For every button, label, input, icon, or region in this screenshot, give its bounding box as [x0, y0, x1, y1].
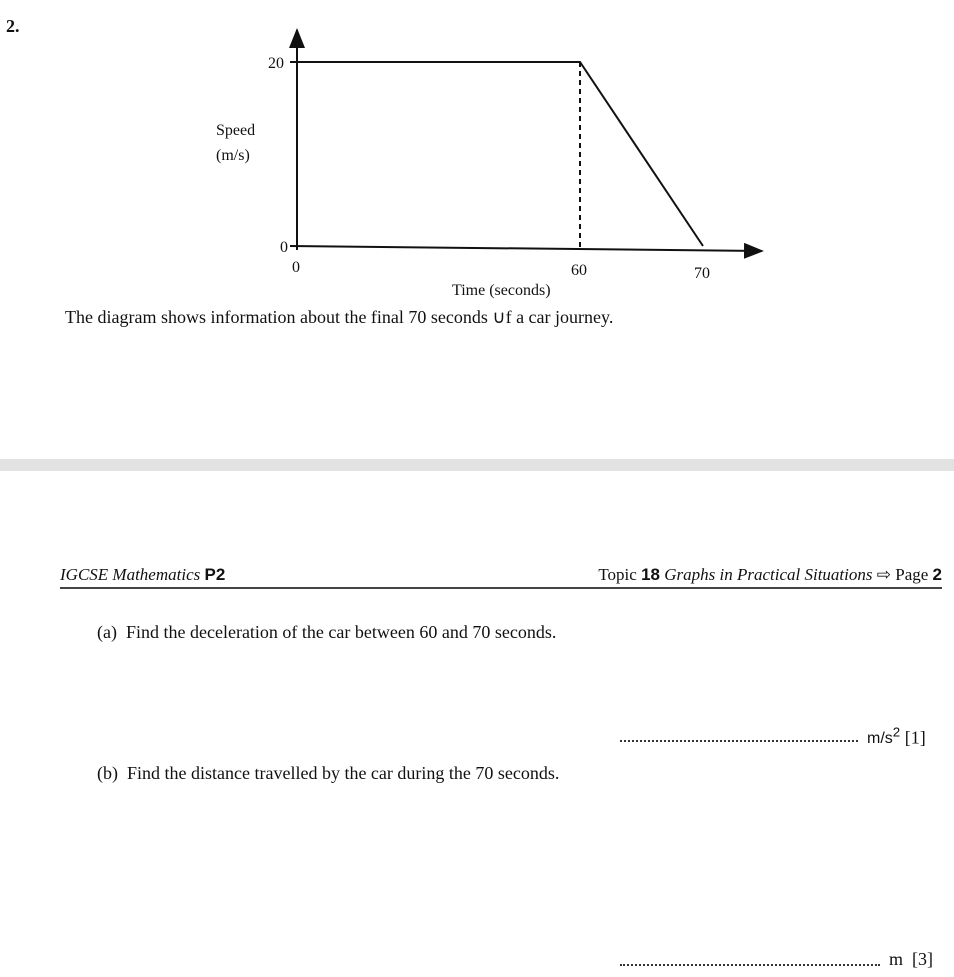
part-a-unit: $m/s^2$: [867, 725, 901, 748]
x-tick-label-60: 60: [571, 262, 587, 279]
y-tick-label-20: 20: [268, 55, 284, 72]
question-number: 2.: [6, 16, 20, 36]
paper-code: P2: [204, 565, 226, 584]
part-b-label: (b): [97, 763, 118, 783]
x-axis-label: Time (seconds): [452, 282, 551, 299]
graph-caption: The diagram shows information about the final 70 seconds ∪f a car journey.: [65, 307, 614, 327]
part-b-question: [97, 763, 559, 784]
part-b-unit-marks: [889, 949, 933, 970]
topic-title: Graphs in Practical Situations: [664, 565, 873, 584]
page-header-left: [60, 565, 225, 585]
y-axis-label-units: (m/s): [216, 147, 250, 164]
topic-number: 18: [641, 565, 660, 584]
page-separator: [0, 459, 954, 471]
header-rule: [60, 587, 942, 589]
speed-line: [297, 62, 703, 246]
y-axis-label: Speed: [216, 122, 256, 139]
topic-word: Topic: [598, 565, 637, 584]
part-b-unit: m: [889, 949, 904, 969]
course-name: IGCSE Mathematics: [60, 565, 201, 584]
part-a-marks: [1]: [904, 727, 926, 748]
page-number: 2: [932, 565, 942, 584]
speed-time-graph: [0, 0, 954, 310]
part-a-label: (a): [97, 622, 117, 642]
page-word: Page: [895, 565, 929, 584]
part-a-text: Find the deceleration of the car between 60 and 70 seconds.: [125, 622, 557, 642]
part-a-unit-marks: [867, 725, 926, 748]
arrow-icon: ⇨: [876, 565, 891, 584]
part-a-question: [97, 622, 556, 643]
y-tick-label-0: 0: [280, 239, 288, 256]
answer-line-a[interactable]: [620, 740, 858, 742]
part-b-marks: [3]: [912, 949, 934, 969]
x-tick-label-70: 70: [694, 265, 710, 282]
answer-line-b[interactable]: [620, 964, 880, 966]
page-header-right: [598, 565, 942, 585]
x-axis: [290, 246, 762, 251]
x-tick-label-0: 0: [292, 259, 300, 276]
part-b-text: Find the distance travelled by the car during the 70 seconds.: [127, 763, 560, 783]
